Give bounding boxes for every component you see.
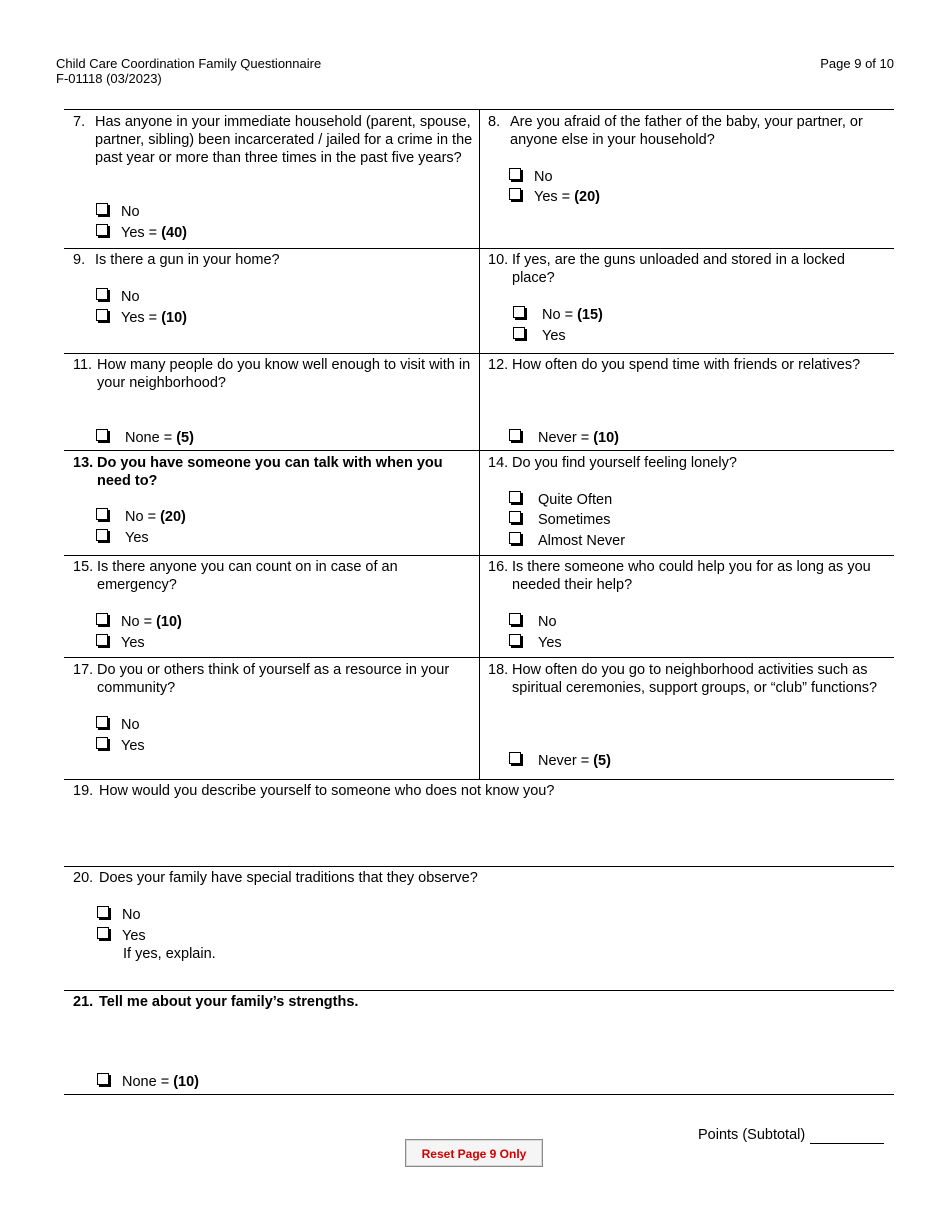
question-17 xyxy=(73,661,473,697)
points-value: (10) xyxy=(156,614,182,630)
option-yes[interactable]: Yes = (10) xyxy=(96,309,187,327)
option-no[interactable]: No = (15) xyxy=(513,306,603,324)
option-no[interactable]: No xyxy=(509,613,557,631)
question-text: Has anyone in your immediate household (parent, spouse, partner, sibling) been incarcerated / jailed for a crime in the past year or more than three times in the past five years? xyxy=(95,114,473,166)
question-number: 11. xyxy=(73,357,93,373)
checkbox[interactable] xyxy=(509,634,521,646)
question-number: 20. xyxy=(73,870,94,886)
option-none[interactable]: None = (5) xyxy=(96,429,194,447)
form-number: F-01118 (03/2023) xyxy=(56,71,162,86)
question-21 xyxy=(73,993,873,1011)
option-yes[interactable]: Yes = (40) xyxy=(96,224,187,242)
points-value: (5) xyxy=(176,430,194,446)
option-yes[interactable]: Yes = (20) xyxy=(509,188,600,206)
points-value: (15) xyxy=(577,307,603,323)
divider xyxy=(64,990,894,991)
option-yes[interactable]: Yes xyxy=(96,634,145,652)
subtotal-input[interactable] xyxy=(810,1129,884,1144)
question-number: 9. xyxy=(73,252,86,268)
question-14 xyxy=(488,454,888,472)
checkbox[interactable] xyxy=(97,906,109,918)
question-11 xyxy=(73,356,473,392)
page-number: Page 9 of 10 xyxy=(820,56,894,71)
question-text: Is there someone who could help you for as long as you needed their help? xyxy=(512,559,871,593)
question-text: Tell me about your family’s strengths. xyxy=(99,994,359,1010)
question-number: 13. xyxy=(73,455,94,471)
checkbox[interactable] xyxy=(509,429,521,441)
question-text: How often do you go to neighborhood activities such as spiritual ceremonies, support groups, or “club” functions? xyxy=(512,662,878,696)
checkbox[interactable] xyxy=(509,613,521,625)
checkbox[interactable] xyxy=(97,1073,109,1085)
column-divider xyxy=(479,109,480,779)
option-no[interactable]: No xyxy=(96,288,140,306)
question-text: Are you afraid of the father of the baby, your partner, or anyone else in your household? xyxy=(510,114,863,148)
points-value: (20) xyxy=(160,509,186,525)
checkbox[interactable] xyxy=(96,203,108,215)
option-no[interactable]: No xyxy=(509,168,553,186)
option-yes[interactable]: Yes xyxy=(96,737,145,755)
points-value: (20) xyxy=(574,189,600,205)
question-number: 16. xyxy=(488,559,509,575)
question-10 xyxy=(488,251,888,287)
checkbox[interactable] xyxy=(509,491,521,503)
checkbox[interactable] xyxy=(96,224,108,236)
points-value: (10) xyxy=(593,430,620,446)
divider xyxy=(64,1094,894,1095)
question-text: Is there a gun in your home? xyxy=(95,252,280,268)
question-9 xyxy=(73,251,473,269)
checkbox[interactable] xyxy=(513,327,525,339)
option-yes[interactable]: Yes xyxy=(97,927,146,945)
question-number: 10. xyxy=(488,252,509,268)
checkbox[interactable] xyxy=(509,532,521,544)
option-yes[interactable]: Yes xyxy=(96,529,149,547)
question-20 xyxy=(73,869,873,887)
option-yes[interactable]: Yes xyxy=(513,327,566,345)
question-number: 7. xyxy=(73,114,86,130)
subtotal-label: Points (Subtotal) xyxy=(698,1127,806,1143)
form-header xyxy=(56,56,321,86)
divider xyxy=(64,866,894,867)
checkbox[interactable] xyxy=(96,613,108,625)
points-value: (40) xyxy=(161,225,187,241)
question-text: Is there anyone you can count on in case of an emergency? xyxy=(97,559,398,593)
option-almost-never[interactable]: Almost Never xyxy=(509,532,625,550)
question-text: How many people do you know well enough to visit with in your neighborhood? xyxy=(97,357,471,391)
checkbox[interactable] xyxy=(96,429,108,441)
checkbox[interactable] xyxy=(509,511,521,523)
checkbox[interactable] xyxy=(97,927,109,939)
question-text: Do you find yourself feeling lonely? xyxy=(512,455,737,471)
option-no[interactable]: No xyxy=(97,906,141,924)
checkbox[interactable] xyxy=(96,634,108,646)
question-19 xyxy=(73,782,873,800)
question-number: 18. xyxy=(488,662,509,678)
checkbox[interactable] xyxy=(509,168,521,180)
question-text: If yes, are the guns unloaded and stored in a locked place? xyxy=(512,252,845,286)
option-no[interactable]: No = (10) xyxy=(96,613,182,631)
question-text: How would you describe yourself to someone who does not know you? xyxy=(99,783,555,799)
question-text: Do you or others think of yourself as a resource in your community? xyxy=(97,662,450,696)
points-subtotal xyxy=(698,1126,884,1144)
question-12 xyxy=(488,356,888,374)
question-8 xyxy=(488,113,888,149)
option-none[interactable]: None = (10) xyxy=(97,1073,199,1091)
checkbox[interactable] xyxy=(509,752,521,764)
option-quite-often[interactable]: Quite Often xyxy=(509,491,612,509)
question-number: 12. xyxy=(488,357,509,373)
option-no[interactable]: No xyxy=(96,203,140,221)
option-no[interactable]: No = (20) xyxy=(96,508,186,526)
question-13 xyxy=(73,454,473,490)
checkbox[interactable] xyxy=(96,508,108,520)
reset-page-button[interactable]: Reset Page 9 Only xyxy=(405,1139,543,1167)
checkbox[interactable] xyxy=(96,529,108,541)
question-7 xyxy=(73,113,473,167)
question-number: 14. xyxy=(488,455,509,471)
checkbox[interactable] xyxy=(96,716,108,728)
option-never[interactable]: Never = (10) xyxy=(509,429,619,447)
question-text: How often do you spend time with friends or relatives? xyxy=(512,357,861,373)
divider xyxy=(64,779,894,780)
option-no[interactable]: No xyxy=(96,716,140,734)
question-number: 8. xyxy=(488,114,501,130)
option-sometimes[interactable]: Sometimes xyxy=(509,511,611,529)
question-15 xyxy=(73,558,473,594)
checkbox[interactable] xyxy=(96,737,108,749)
checkbox[interactable] xyxy=(96,309,108,321)
explain-note: If yes, explain. xyxy=(123,946,216,962)
form-title: Child Care Coordination Family Questionnaire xyxy=(56,56,322,71)
question-number: 15. xyxy=(73,559,94,575)
points-value: (10) xyxy=(173,1074,199,1090)
question-16 xyxy=(488,558,888,594)
question-text: Does your family have special traditions that they observe? xyxy=(99,870,478,886)
checkbox[interactable] xyxy=(96,288,108,300)
points-value: (5) xyxy=(593,753,611,769)
checkbox[interactable] xyxy=(509,188,521,200)
question-18 xyxy=(488,661,888,697)
question-number: 19. xyxy=(73,783,94,799)
question-text: Do you have someone you can talk with when you need to? xyxy=(97,455,443,489)
option-yes[interactable]: Yes xyxy=(509,634,562,652)
points-value: (10) xyxy=(161,310,187,326)
checkbox[interactable] xyxy=(513,306,525,318)
question-number: 21. xyxy=(73,994,94,1010)
option-never[interactable]: Never = (5) xyxy=(509,752,611,770)
question-number: 17. xyxy=(73,662,94,678)
